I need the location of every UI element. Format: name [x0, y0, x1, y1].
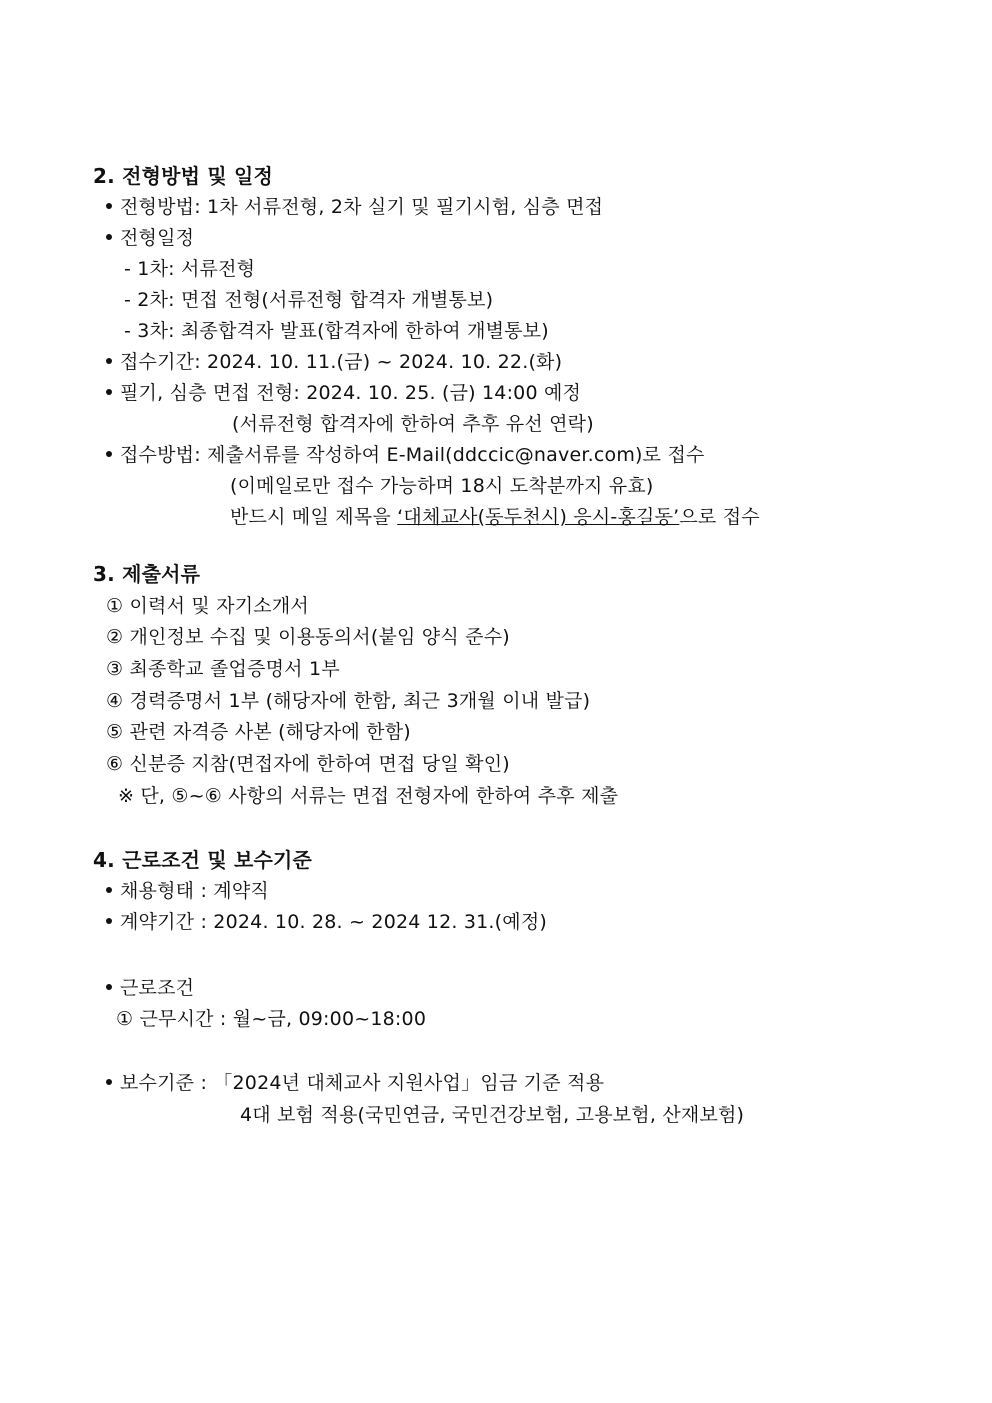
insurance-line: 4대 보험 적용(국민연금, 국민건강보험, 고용보험, 산재보험) — [240, 1104, 745, 1126]
bullet-icon — [106, 234, 112, 240]
interview-note: (서류전형 합격자에 한하여 추후 유선 연락) — [232, 413, 594, 435]
bullet-icon — [106, 1079, 112, 1085]
pay-standard-line: 보수기준 : 「2024년 대체교사 지원사업」임금 기준 적용 — [106, 1070, 604, 1096]
document-item: ④ 경력증명서 1부 (해당자에 한함, 최근 3개월 이내 발급) — [106, 690, 591, 712]
employment-type-line: 채용형태 : 계약직 — [106, 878, 269, 904]
documents-note: ※ 단, ⑤~⑥ 사항의 서류는 면접 전형자에 한하여 추후 제출 — [118, 785, 619, 807]
work-hours-line: ① 근무시간 : 월~금, 09:00~18:00 — [116, 1008, 427, 1030]
email-subject-format: ‘대체교사(동두천시) 응시-홍길동’ — [397, 506, 680, 528]
bullet-icon — [106, 389, 112, 395]
schedule-item: - 3차: 최종합격자 발표(합격자에 한하여 개별통보) — [124, 320, 549, 342]
document-item: ① 이력서 및 자기소개서 — [106, 595, 309, 617]
interview-line: 필기, 심층 면접 전형: 2024. 10. 25. (금) 14:00 예정 — [106, 380, 581, 406]
schedule-item: - 1차: 서류전형 — [124, 258, 256, 280]
bullet-icon — [106, 887, 112, 893]
reception-period-line: 접수기간: 2024. 10. 11.(금) ~ 2024. 10. 22.(화) — [106, 349, 562, 375]
reception-method-line: 접수방법: 제출서류를 작성하여 E-Mail(ddccic@naver.com)로 접수 — [106, 442, 705, 468]
reception-note: (이메일로만 접수 가능하며 18시 도착분까지 유효) — [230, 475, 654, 497]
bullet-icon — [106, 358, 112, 364]
schedule-item: - 2차: 면접 전형(서류전형 합격자 개별통보) — [124, 289, 494, 311]
bullet-icon — [106, 203, 112, 209]
section4-heading: 4. 근로조건 및 보수기준 — [93, 848, 313, 872]
bullet-icon — [106, 918, 112, 924]
reception-title-line: 반드시 메일 제목을 ‘대체교사(동두천시) 응시-홍길동’으로 접수 — [230, 506, 760, 528]
document-item: ⑤ 관련 자격증 사본 (해당자에 한함) — [106, 721, 411, 743]
contract-period-line: 계약기간 : 2024. 10. 28. ~ 2024 12. 31.(예정) — [106, 909, 547, 935]
bullet-icon — [106, 451, 112, 457]
document-item: ③ 최종학교 졸업증명서 1부 — [106, 658, 340, 680]
document-item: ⑥ 신분증 지참(면접자에 한하여 면접 당일 확인) — [106, 753, 510, 775]
section2-heading: 2. 전형방법 및 일정 — [93, 164, 274, 188]
bullet-icon — [106, 984, 112, 990]
conditions-label-line: 근로조건 — [106, 975, 194, 1001]
section3-heading: 3. 제출서류 — [93, 562, 201, 586]
method-line: 전형방법: 1차 서류전형, 2차 실기 및 필기시험, 심층 면접 — [106, 194, 603, 220]
document-item: ② 개인정보 수집 및 이용동의서(붙임 양식 준수) — [106, 626, 510, 648]
schedule-label-line: 전형일정 — [106, 225, 194, 251]
